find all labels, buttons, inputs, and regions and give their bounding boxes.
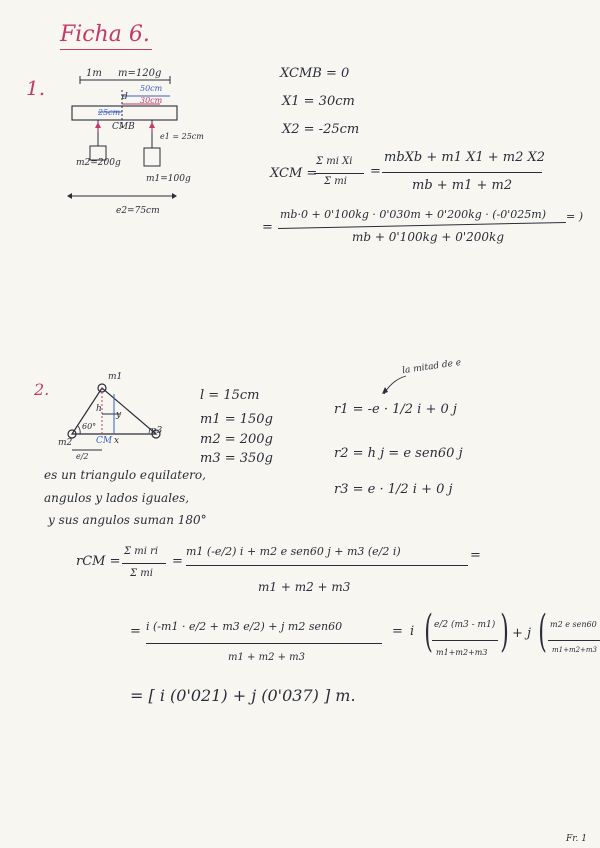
rcm2-rhs-den: m1+m2+m3 — [436, 648, 488, 657]
problem-1-number: 1. — [26, 76, 46, 100]
label-mass-bar: m=120g — [118, 68, 162, 79]
label-25cm: 25cm — [98, 108, 121, 117]
final-result: = [ i (0'021) + j (0'037) ] m. — [130, 686, 356, 705]
xcm-lhs: XCM = — [270, 166, 318, 181]
rcm-sum-den: Σ mi — [130, 568, 153, 579]
rcm2-rhs-j: + j — [512, 626, 532, 641]
rcm2-num: i (-m1 · e/2 + m3 e/2) + j m2 sen60 — [146, 620, 343, 633]
rcm2-rhs-bar — [432, 640, 498, 641]
rcm-sum-num: Σ mi ri — [124, 546, 159, 557]
rcm2-rhs2-den: m1+m2+m3 — [552, 646, 598, 654]
paren-left-1: ( — [424, 606, 433, 657]
tri-x: x — [114, 436, 120, 446]
rcm-bar — [186, 565, 468, 566]
xcm-sum-den: Σ mi — [324, 176, 347, 187]
eq2-num: mb·0 + 0'100kg · 0'030m + 0'200kg · (-0'025m) — [280, 208, 547, 221]
label-1m: 1m — [86, 68, 102, 79]
label-m2: m2=200g — [76, 158, 121, 168]
eq-xcmb: XCMB = 0 — [280, 66, 350, 81]
label-30cm: 30cm — [140, 96, 163, 105]
rcm2-rhs-i: i — [410, 624, 415, 639]
tri-m3: m3 — [148, 426, 163, 436]
eq2-bar — [278, 222, 566, 229]
label-d: d — [122, 92, 128, 102]
rcm2-sign: = — [130, 624, 141, 639]
note-mitad: la mitad de e — [401, 357, 462, 377]
paren-left-2: ( — [538, 606, 547, 657]
xcm-frac-num: mbXb + m1 X1 + m2 X2 — [384, 150, 546, 165]
rcm-end-sign: = — [470, 548, 481, 563]
tri-m1: m1 — [108, 372, 123, 382]
xcm-eq-sign: = — [370, 164, 381, 179]
given-m3: m3 = 350g — [200, 451, 273, 466]
rcm-sum-bar — [122, 563, 166, 564]
label-50cm: 50cm — [140, 84, 163, 93]
given-l: l = 15cm — [200, 388, 260, 403]
rcm2-rhs-num: e/2 (m3 - m1) — [434, 620, 496, 630]
rcm2-rhs2-num: m2 e sen60 — [550, 620, 597, 629]
note-line-1: es un triangulo equilatero, — [44, 468, 206, 482]
xcm-frac-bar — [382, 172, 542, 173]
tri-angle: 60° — [82, 422, 97, 431]
rcm2-den: m1 + m2 + m3 — [228, 652, 306, 663]
title-underline — [60, 49, 152, 50]
rcm-lhs: rCM = — [76, 554, 121, 569]
rcm2-eq-sign: = — [392, 624, 403, 639]
page-footer: Fr. 1 — [566, 834, 588, 844]
eq2-end: = ) — [566, 210, 584, 223]
xcm-sum-num: Σ mi Xi — [316, 156, 353, 167]
rcm-num: m1 (-e/2) i + m2 e sen60 j + m3 (e/2 i) — [186, 545, 401, 558]
tri-half: e/2 — [76, 452, 89, 461]
tri-cm: CM — [96, 436, 113, 446]
rcm-den: m1 + m2 + m3 — [258, 580, 351, 594]
note-line-2: angulos y lados iguales, — [44, 491, 190, 505]
xcm-sum-bar — [314, 173, 364, 174]
label-e2: e2=75cm — [116, 206, 160, 216]
label-e1: e1 = 25cm — [160, 132, 204, 141]
note-arrow — [380, 374, 410, 398]
eq2-den: mb + 0'100kg + 0'200kg — [352, 230, 505, 244]
vec-r2: r2 = h j = e sen60 j — [334, 446, 463, 461]
label-m1: m1=100g — [146, 174, 191, 184]
eq2-sign: = — [262, 220, 273, 235]
eq-x2: X2 = -25cm — [282, 122, 360, 137]
rcm-eq-sign: = — [172, 554, 183, 569]
tri-h: h — [96, 404, 102, 414]
page-title: Ficha 6. — [60, 22, 150, 47]
given-m2: m2 = 200g — [200, 432, 273, 447]
vec-r3: r3 = e · 1/2 i + 0 j — [334, 482, 453, 497]
eq-x1: X1 = 30cm — [282, 94, 355, 109]
paren-right-1: ) — [500, 606, 509, 657]
label-cmb: CMB — [112, 122, 135, 132]
given-m1: m1 = 150g — [200, 412, 273, 427]
note-line-3: y sus angulos suman 180° — [48, 513, 207, 527]
rcm2-bar — [146, 643, 382, 644]
problem-2-number: 2. — [34, 380, 50, 399]
rcm2-rhs2-bar — [548, 640, 600, 641]
tri-y: y — [116, 410, 122, 420]
vec-r1: r1 = -e · 1/2 i + 0 j — [334, 402, 457, 417]
tri-m2: m2 — [58, 438, 73, 448]
xcm-frac-den: mb + m1 + m2 — [412, 178, 513, 193]
